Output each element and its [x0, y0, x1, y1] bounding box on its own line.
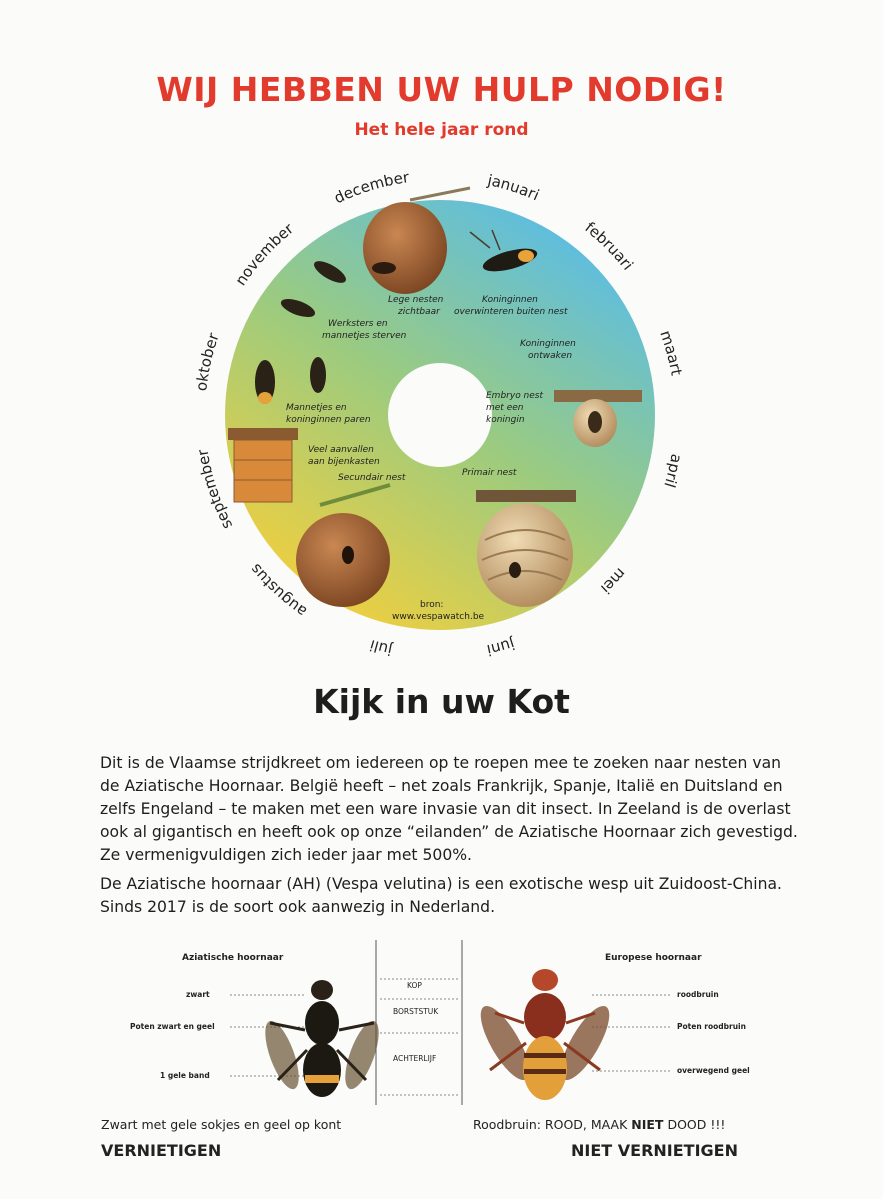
stage-queens-overwinter-line1: Koninginnen [482, 295, 538, 305]
month-label-mei: mei [597, 564, 630, 598]
stage-embryo-line3: koningin [486, 415, 525, 425]
european-hornet-caption [473, 1117, 773, 1132]
stage-embryo-line2: met een [486, 403, 524, 413]
intro-paragraph: Dit is de Vlaamse strijdkreet om iedereen op te roepen mee te zoeken naar nesten van de Aziatische Hoornaar. België heeft – net zoals Frankrijk, Spanje, Italië en Duitsland en zelfs Engeland – te maken met een ware invasie van dit insect. In Zeeland is de overlast ook al gigantisch en heeft ook op onze “eilanden” de Aziatische Hoornaar zich gevestigd. Ze vermenigvuldigen zich ieder jaar met 500%. [100, 754, 798, 864]
stage-workers-line1: Werksters en [328, 319, 388, 329]
asian-hornet-illustration [258, 980, 385, 1097]
stage-empty-nests-line2: zichtbaar [398, 307, 440, 317]
hornet-comparison-figure [100, 935, 790, 1105]
month-label-augustus: augustus [246, 560, 311, 621]
european-caption-pre: Roodbruin: ROOD, MAAK [473, 1117, 632, 1132]
stage-mating-line2: koninginnen paren [286, 415, 371, 425]
stage-secondary-nest: Secundair nest [338, 473, 406, 483]
page-title: WIJ HEBBEN UW HULP NODIG! [156, 70, 727, 109]
cycle-center-hole [388, 363, 492, 467]
month-label-december: december [331, 168, 411, 208]
asian-label-band: 1 gele band [160, 1071, 210, 1080]
stage-attacks-line1: Veel aanvallen [308, 445, 374, 455]
european-hornet-verdict: NIET VERNIETIGEN [571, 1141, 738, 1160]
source-url: www.vespawatch.be [392, 612, 485, 622]
stage-primary-nest: Primair nest [462, 468, 517, 478]
stage-queens-awaken-line1: Koninginnen [520, 339, 576, 349]
stage-mating-line1: Mannetjes en [286, 403, 347, 413]
month-label-april: april [660, 452, 686, 490]
european-caption-bold: NIET [631, 1117, 664, 1132]
body-part-thorax: BORSTSTUK [393, 1007, 439, 1016]
hornet-life-cycle-diagram [170, 160, 710, 660]
asian-hornet-verdict: VERNIETIGEN [101, 1141, 222, 1160]
stage-attacks-line2: aan bijenkasten [308, 457, 380, 467]
source-label: bron: [420, 600, 444, 610]
section-heading: Kijk in uw Kot [313, 682, 570, 721]
asian-label-black: zwart [186, 990, 210, 999]
month-label-januari: januari [485, 171, 542, 205]
stage-queens-overwinter-line2: overwinteren buiten nest [454, 307, 568, 317]
month-label-september: september [193, 448, 237, 533]
month-label-maart: maart [656, 328, 686, 377]
month-label-juli: juli [367, 636, 394, 659]
european-label-legs: Poten roodbruin [677, 1022, 746, 1031]
month-label-juni: juni [485, 634, 517, 660]
body-part-abdomen: ACHTERLIJF [393, 1054, 437, 1063]
stage-workers-line2: mannetjes sterven [322, 331, 407, 341]
asian-label-legs: Poten zwart en geel [130, 1022, 215, 1031]
month-label-oktober: oktober [192, 330, 223, 392]
stage-embryo-line1: Embryo nest [486, 391, 544, 401]
european-hornet-illustration [472, 969, 618, 1100]
european-caption-post: DOOD !!! [663, 1117, 726, 1132]
european-hornet-name: Europese hoornaar [605, 953, 702, 963]
beehive-illustration [228, 428, 298, 502]
asian-hornet-caption: Zwart met gele sokjes en geel op kont [101, 1117, 342, 1132]
body-part-head: KOP [407, 981, 422, 990]
asian-hornet-name: Aziatische hoornaar [182, 953, 284, 963]
page-subtitle: Het hele jaar rond [354, 120, 529, 140]
month-label-november: november [231, 219, 297, 289]
species-paragraph: De Aziatische hoornaar (AH) (Vespa velutina) is een exotische wesp uit Zuidoost-China. Sinds 2017 is de soort ook aanwezig in Nederland. [100, 875, 782, 916]
european-label-redbrown: roodbruin [677, 990, 719, 999]
stage-empty-nests-line1: Lege nesten [388, 295, 444, 305]
month-label-februari: februari [581, 218, 637, 274]
european-label-yellow: overwegend geel [677, 1066, 750, 1075]
stage-queens-awaken-line2: ontwaken [528, 351, 573, 361]
